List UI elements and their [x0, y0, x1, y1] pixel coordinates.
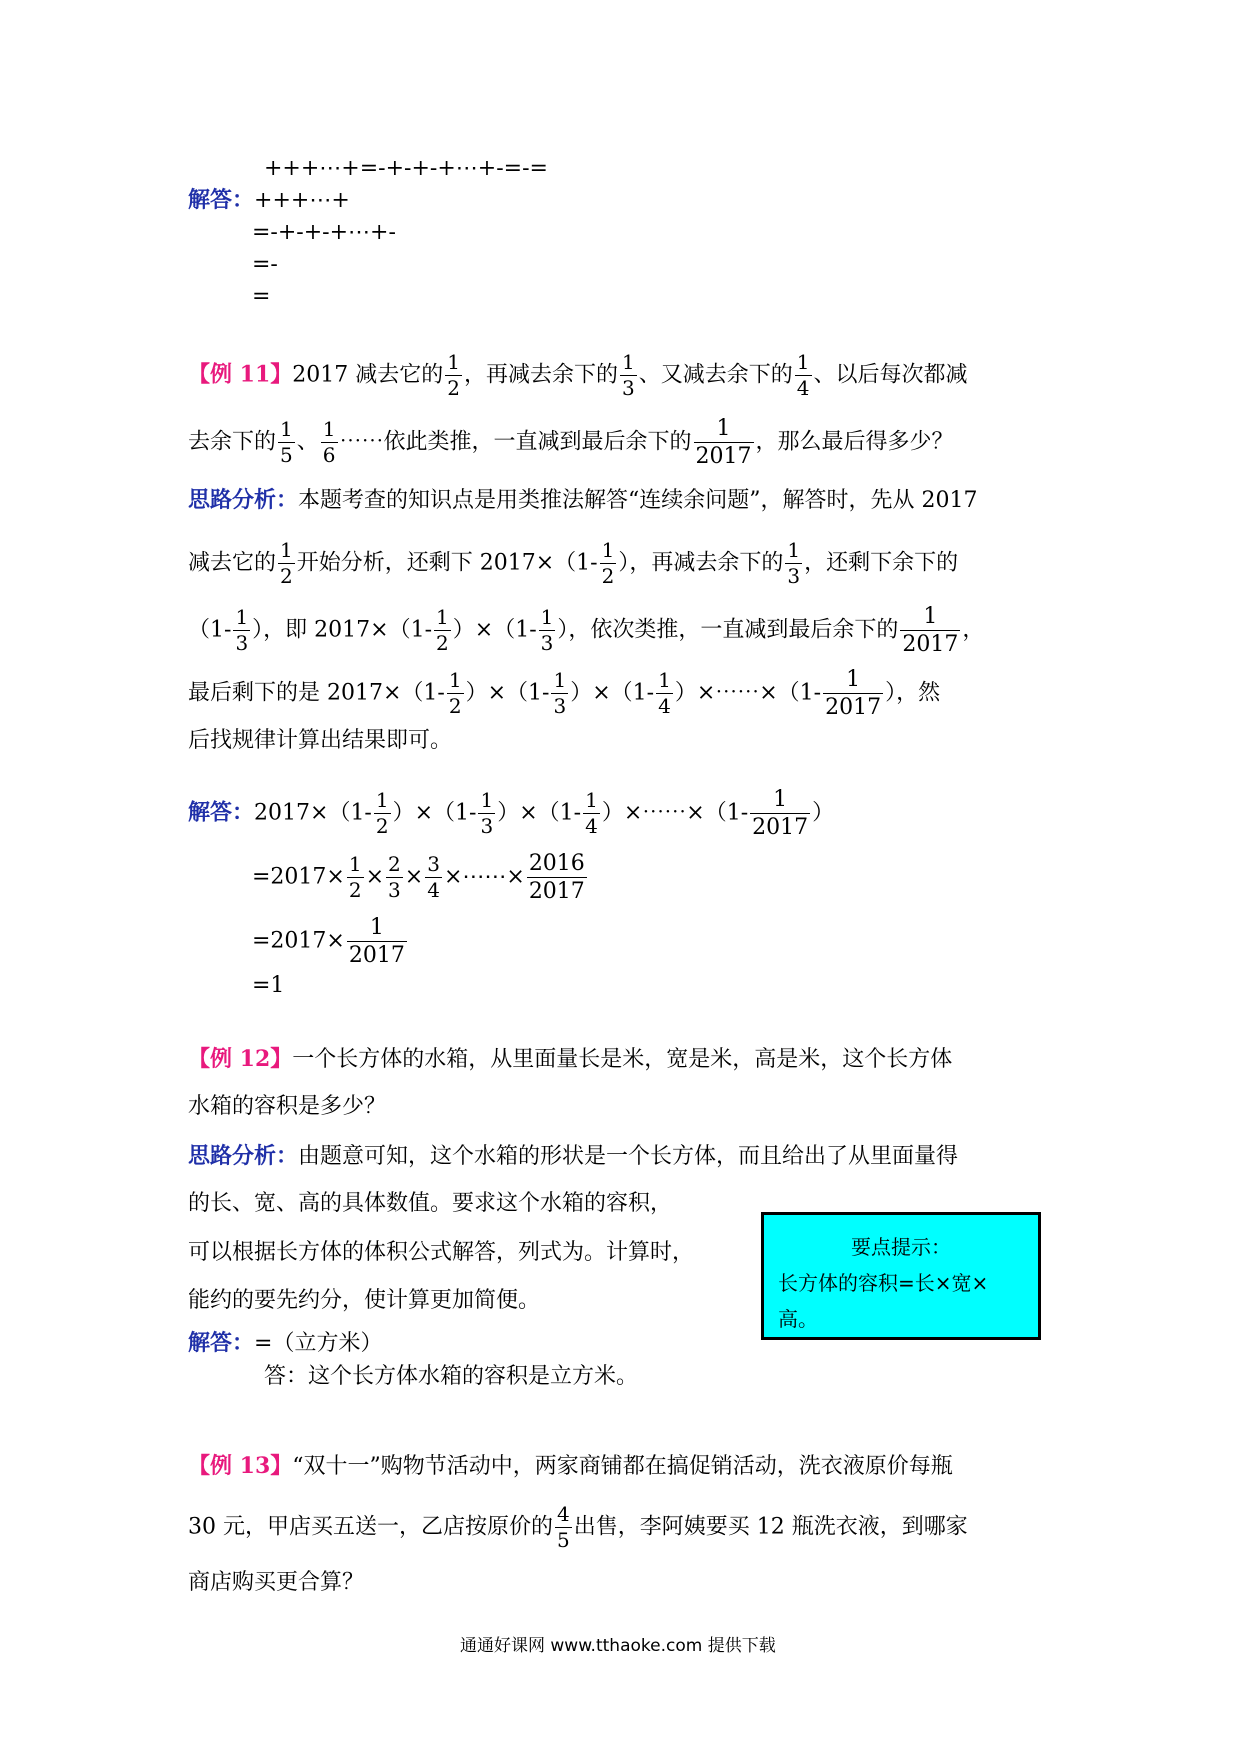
ex10-answer-line1: 解答：+++⋯+ [188, 188, 350, 213]
ex12-analysis-line1: 思路分析：由题意可知，这个水箱的形状是一个长方体，而且给出了从里面量得 [188, 1144, 959, 1169]
example-label: 【例 11】 [188, 361, 293, 388]
ex11-analysis-line2: 减去它的 $\frac{1}{2}$ 开始分析，还剩下 2017×（1- $\frac{1}{2}$ ），再减去余下的 $\frac{1}{3}$ ，还剩下余下的 [188, 538, 959, 588]
answer-label: 解答： [188, 1331, 255, 1356]
ex11-solution-line3: =2017× $\frac{1}{2017}$ [252, 915, 405, 969]
fraction-1-2017: $\frac{1}{2017}$ [695, 416, 752, 470]
fraction-1-6: $\frac{1}{6}$ [322, 417, 336, 468]
ex11-solution-line2: =2017× $\frac{1}{2}$ × $\frac{2}{3}$ × $\frac{3}{4}$ ×⋯⋯× $\frac{2016}{2017}$ [252, 851, 585, 905]
tip-content-line2: 高。 [778, 1307, 818, 1331]
fraction-1-4: $\frac{1}{4}$ [796, 350, 810, 400]
ex12-question-line1: 【例 12】一个长方体的水箱，从里面量长是米，宽是米，高是米，这个长方体 [188, 1046, 953, 1072]
ex11-analysis-line5: 后找规律计算出结果即可。 [188, 728, 453, 753]
ex11-analysis-line1: 思路分析：本题考查的知识点是用类推法解答“连续余问题”，解答时，先从 2017 [188, 488, 978, 513]
ex10-line3: =- [252, 252, 278, 277]
ex12-analysis-line2: 的长、宽、高的具体数值。要求这个水箱的容积， [188, 1191, 673, 1216]
ex11-question-line1: 【例 11】2017 减去它的 $\frac{1}{2}$ ，再减去余下的 $\frac{1}{3}$ 、又减去余下的 $\frac{1}{4}$ 、以后每次都减 [188, 350, 968, 400]
analysis-label: 思路分析： [188, 488, 299, 513]
ex12-solution-line1: 解答：=（立方米） [188, 1331, 383, 1356]
page-footer: 通通好课网 www.tthaoke.com 提供下载 [460, 1636, 776, 1656]
ex12-analysis-line4: 能约的要先约分，使计算更加简便。 [188, 1288, 541, 1313]
answer-label: 解答： [188, 188, 255, 213]
ex13-question-line2: 30 元，甲店买五送一，乙店按原价的 $\frac{4}{5}$ 出售，李阿姨要买 12 瓶洗衣液，到哪家 [188, 1502, 968, 1552]
tip-title: 要点提示： [851, 1235, 951, 1259]
fraction-1-2: $\frac{1}{2}$ [447, 350, 460, 400]
ex13-question-line1: 【例 13】“双十一”购物节活动中，两家商铺都在搞促销活动，洗衣液原价每瓶 [188, 1453, 953, 1479]
example-label: 【例 12】 [188, 1046, 293, 1072]
ex11-analysis-line4: 最后剩下的是 2017×（1- $\frac{1}{2}$ ）×（1- $\frac{1}{3}$ ）×（1- $\frac{1}{4}$ ）×⋯⋯×（1- $\frac{1}{2017}$ ），然 [188, 667, 941, 721]
fraction-4-5: $\frac{4}{5}$ [557, 1502, 570, 1552]
ex10-line4: = [252, 284, 271, 309]
ex13-question-line3: 商店购买更合算？ [188, 1570, 365, 1595]
ex11-solution-line4: =1 [252, 973, 285, 998]
ex10-line2: =-+-+-+⋯+- [252, 220, 396, 245]
ex12-question-line2: 水箱的容积是多少？ [188, 1094, 387, 1119]
fraction-1-3: $\frac{1}{3}$ [622, 350, 635, 400]
analysis-label: 思路分析： [188, 1144, 299, 1169]
ex11-question-line2: 去余下的 $\frac{1}{5}$ 、 $\frac{1}{6}$ ⋯⋯依此类推，一直减到最后余下的 $\frac{1}{2017}$ ，那么最后得多少？ [188, 416, 954, 470]
ex11-analysis-line3: （1- $\frac{1}{3}$ ），即 2017×（1- $\frac{1}{2}$ ）×（1- $\frac{1}{3}$ ），依次类推，一直减到最后余下的 $\frac{1}{2017}$ ， [188, 604, 985, 658]
ex12-analysis-line3: 可以根据长方体的体积公式解答，列式为。计算时， [188, 1240, 695, 1265]
tip-content-line1: 长方体的容积=长×宽× [778, 1271, 989, 1295]
example-label: 【例 13】 [188, 1453, 293, 1479]
answer-label: 解答： [188, 800, 255, 826]
ex12-solution-line2: 答：这个长方体水箱的容积是立方米。 [264, 1364, 639, 1389]
ex11-solution-line1: 解答：2017×（1- $\frac{1}{2}$ ）×（1- $\frac{1}{3}$ ）×（1- $\frac{1}{4}$ ）×⋯⋯×（1- $\frac{1}{2017}$ ） [188, 787, 835, 841]
fraction-1-5: $\frac{1}{5}$ [280, 417, 293, 468]
key-point-tip-box [761, 1212, 1041, 1340]
ex10-line0: +++⋯+=-+-+-+⋯+-=-= [264, 156, 548, 181]
